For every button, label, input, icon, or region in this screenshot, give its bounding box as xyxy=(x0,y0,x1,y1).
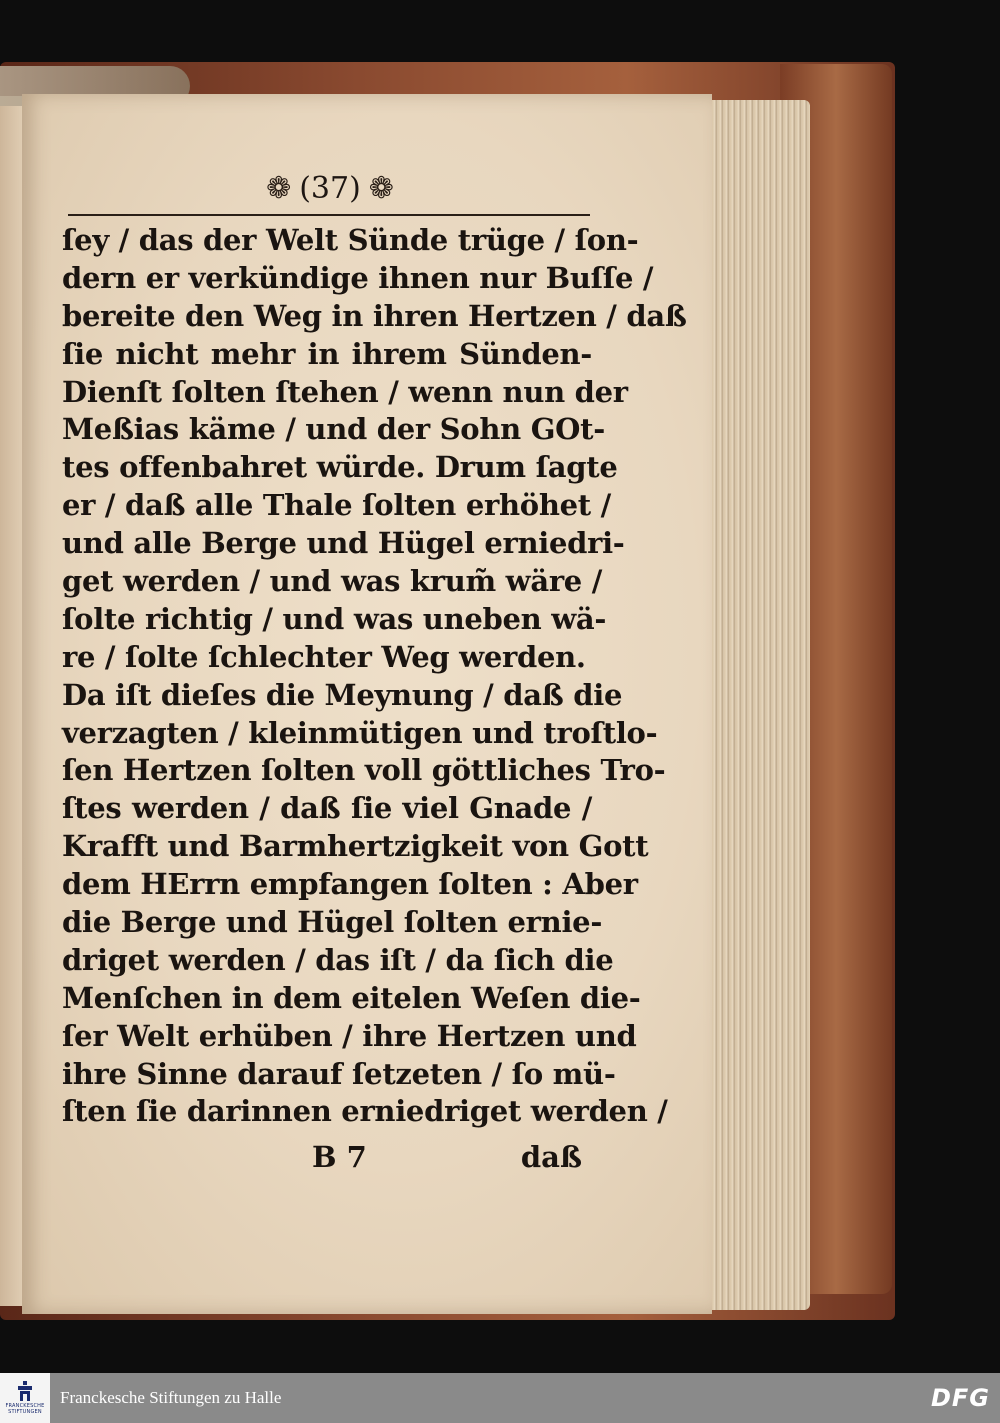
text-line: ſen Hertzen ſolten voll göttliches Tro- xyxy=(62,753,666,788)
text-line: Menſchen in dem eitelen Weſen die- xyxy=(62,980,641,1015)
signature-mark: B 7 xyxy=(312,1140,367,1174)
text-line: und alle Berge und Hügel erniedri- xyxy=(62,526,625,561)
text-line: Meßias käme / und der Sohn GOt- xyxy=(62,412,605,447)
text-line: tes offenbahret würde. Drum ſagte xyxy=(62,450,618,485)
text-line: ſie nicht mehr in ihrem Sünden- xyxy=(62,336,592,371)
text-line: Da iſt dieſes die Meynung / daß die xyxy=(62,677,623,712)
dfg-logo[interactable]: DFG xyxy=(930,1384,990,1412)
page-edges xyxy=(700,100,810,1310)
text-line: Krafft und Barmhertzigkeit von Gott xyxy=(62,829,649,864)
text-line: get werden / und was krum̃ wäre / xyxy=(62,564,603,599)
text-line: Dienſt ſolten ſtehen / wenn nun der xyxy=(62,374,628,409)
ornament-left-icon: ❁ xyxy=(266,170,292,206)
page-footer xyxy=(62,1140,582,1180)
institution-logo[interactable] xyxy=(0,1373,50,1423)
text-line: ſer Welt erhüben / ihre Hertzen und xyxy=(62,1018,637,1053)
ornament-right-icon: ❁ xyxy=(368,170,394,206)
text-line: ſolte richtig / und was uneben wä- xyxy=(62,601,607,636)
page-header xyxy=(240,168,420,208)
logo-caption-line2: STIFTUNGEN xyxy=(8,1409,42,1415)
text-line: ſey / das der Welt Sünde trüge / ſon- xyxy=(62,223,639,257)
text-line: dern er verkündige ihnen nur Buſſe / xyxy=(62,260,654,295)
text-line: verzagten / kleinmütigen und troſtlo- xyxy=(62,715,658,750)
catchword: daß xyxy=(520,1140,582,1174)
text-line: die Berge und Hügel ſolten ernie- xyxy=(62,905,603,940)
text-line: driget werden / das iſt / da ſich die xyxy=(62,942,614,977)
header-rule xyxy=(68,214,590,216)
logo-caption-line1: FRANCKESCHE xyxy=(5,1403,45,1409)
text-line: ſten ſie darinnen erniedriget werden / xyxy=(62,1094,668,1129)
text-line: ſtes werden / daß ſie viel Gnade / xyxy=(62,791,592,826)
text-line: bereite den Weg in ihren Hertzen / daß xyxy=(62,298,687,333)
text-line: dem HErrn empfangen ſolten : Aber xyxy=(62,867,638,902)
logo-caption xyxy=(5,1403,44,1415)
page-number: (37) xyxy=(299,170,361,206)
page-text xyxy=(62,222,687,1131)
viewer-footer-bar xyxy=(0,1373,1000,1423)
text-line: re / ſolte ſchlechter Weg werden. xyxy=(62,639,586,674)
text-line: er / daß alle Thale ſolten erhöhet / xyxy=(62,488,611,523)
text-line: ihre Sinne darauf ſetzeten / ſo mü- xyxy=(62,1056,616,1091)
franckesche-logo-icon xyxy=(16,1381,34,1401)
institution-name[interactable]: Franckesche Stiftungen zu Halle xyxy=(60,1388,282,1407)
